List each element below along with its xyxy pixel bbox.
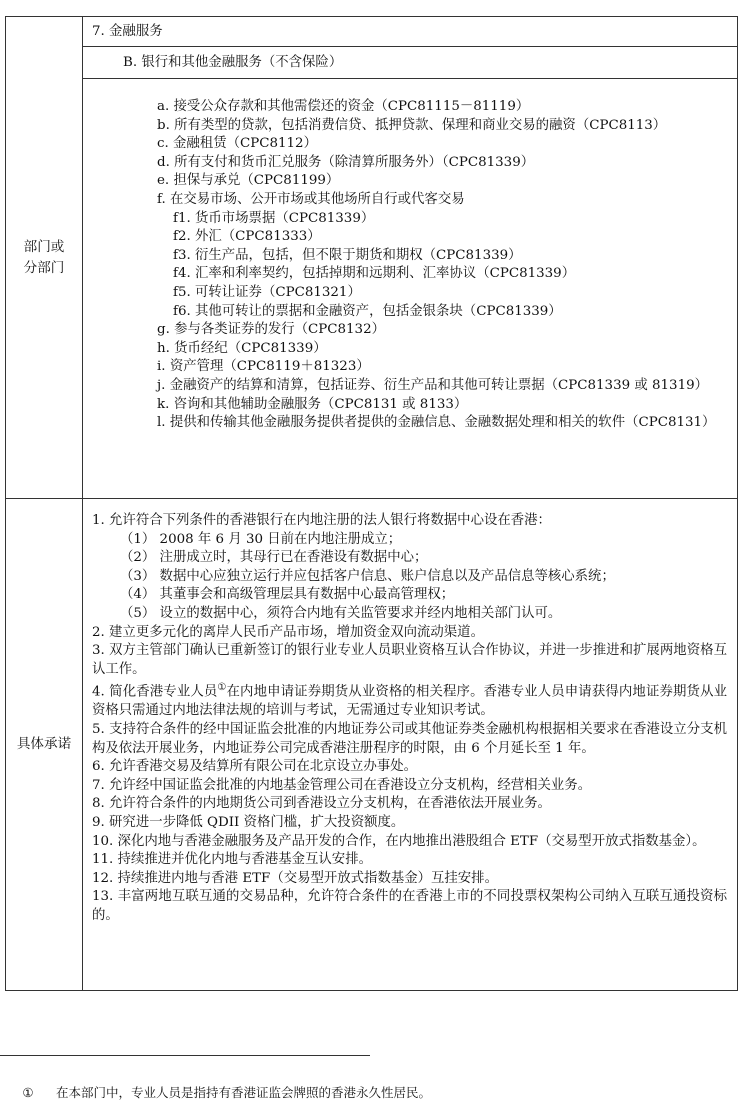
footnote-marker: ① xyxy=(22,1085,34,1100)
commitment-item: 2. 建立更多元化的离岸人民币产品市场，增加资金双向流动渠道。 xyxy=(92,624,484,640)
list-item: g. 参与各类证券的发行（CPC8132） xyxy=(157,322,385,338)
commitment-item: 1. 允许符合下列条件的香港银行在内地注册的法人银行将数据中心设在香港： xyxy=(92,513,551,528)
commitment-item: 12. 持续推进内地与香港 ETF（交易型开放式指数基金）互挂安排。 xyxy=(92,870,498,886)
commitment-item: 3. 双方主管部门确认已重新签订的银行业专业人员职业资格互认合作协议，并进一步推进和扩展两地资格互认工作。 xyxy=(92,643,727,677)
commitment-item: 10. 深化内地与香港金融服务及产品开发的合作，在内地推出港股组合 ETF（交易型开放式指数基金）。 xyxy=(92,833,706,849)
list-item: l. 提供和传输其他金融服务提供者提供的金融信息、金融数据处理和相关的软件（CPC8131） xyxy=(157,415,716,431)
commitment-sub-list xyxy=(92,531,727,624)
commitments-content xyxy=(83,499,737,990)
commitment-item: 8. 允许符合条件的内地期货公司到香港设立分支机构，在香港依法开展业务。 xyxy=(92,796,551,812)
footnote xyxy=(0,1083,431,1101)
list-item: f1. 货币市场票据（CPC81339） xyxy=(173,210,375,226)
list-item: j. 金融资产的结算和清算，包括证券、衍生产品和其他可转让票据（CPC81339 或 81319） xyxy=(157,377,709,393)
footnote-ref[interactable]: ① xyxy=(217,682,227,694)
subsection-title: B. 银行和其他金融服务（不含保险） xyxy=(123,55,343,70)
list-item: （5） 设立的数据中心，须符合内地有关监管要求并经内地相关部门认可。 xyxy=(120,605,562,621)
sector-label xyxy=(6,17,83,498)
list-item: f4. 汇率和利率契约，包括掉期和远期利、汇率协议（CPC81339） xyxy=(173,266,576,282)
commitments-label-text: 具体承诺 xyxy=(16,736,72,752)
list-item: b. 所有类型的贷款，包括消费信贷、抵押贷款、保理和商业交易的融资（CPC8113） xyxy=(157,117,667,133)
list-item: （1） 2008 年 6 月 30 日前在内地注册成立； xyxy=(120,531,402,547)
sector-row xyxy=(6,17,737,499)
list-item: f6. 其他可转让的票据和金融资产，包括金银条块（CPC81339） xyxy=(173,303,562,319)
section-header-1 xyxy=(83,17,737,47)
list-item: e. 担保与承兑（CPC81199） xyxy=(157,173,340,189)
list-item: i. 资产管理（CPC8119＋81323） xyxy=(157,359,370,375)
commitment-item: 11. 持续推进并优化内地与香港基金互认安排。 xyxy=(92,852,372,868)
sector-label-text: 部门或 分部门 xyxy=(23,238,65,276)
list-item: d. 所有支付和货币汇兑服务（除清算所服务外）（CPC81339） xyxy=(157,154,535,170)
commitments-row xyxy=(6,499,737,990)
list-item: f2. 外汇（CPC81333） xyxy=(173,229,321,245)
commitment-item: 4. 简化香港专业人员①在内地申请证券期货从业资格的相关程序。香港专业人员申请获得内地证券期货从业资格只需通过内地法律法规的培训与考试，无需通过专业知识考试。 xyxy=(92,682,727,719)
services-list xyxy=(83,79,737,498)
list-item: c. 金融租赁（CPC8112） xyxy=(157,136,317,152)
commitment-item: 13. 丰富两地互联互通的交易品种，允许符合条件的在香港上市的不同投票权架构公司纳入互联互通投资标的。 xyxy=(92,889,727,923)
commitment-item: 7. 允许经中国证监会批准的内地基金管理公司在香港设立分支机构，经营相关业务。 xyxy=(92,777,592,793)
section-title: 7. 金融服务 xyxy=(92,24,163,39)
sector-content xyxy=(83,17,737,498)
list-item: k. 咨询和其他辅助金融服务（CPC8131 或 8133） xyxy=(157,396,468,412)
list-item: a. 接受公众存款和其他需偿还的资金（CPC81115－81119） xyxy=(157,99,530,114)
commitment-item: 9. 研究进一步降低 QDII 资格门槛，扩大投资额度。 xyxy=(92,814,405,830)
list-item: f5. 可转让证券（CPC81321） xyxy=(173,284,361,300)
footnote-divider xyxy=(0,1055,370,1056)
list-item: f. 在交易市场、公开市场或其他场所自行或代客交易 xyxy=(157,191,465,207)
footnote-text: 在本部门中，专业人员是指持有香港证监会牌照的香港永久性居民。 xyxy=(56,1085,432,1100)
section-header-2 xyxy=(83,47,737,79)
list-item: f3. 衍生产品，包括，但不限于期货和期权（CPC81339） xyxy=(173,247,522,263)
list-item: （3） 数据中心应独立运行并应包括客户信息、账户信息以及产品信息等核心系统； xyxy=(120,568,615,584)
commitment-item: 6. 允许香港交易及结算所有限公司在北京设立办事处。 xyxy=(92,759,418,775)
list-item: （4） 其董事会和高级管理层具有数据中心最高管理权； xyxy=(120,587,455,603)
list-item: h. 货币经纪（CPC81339） xyxy=(157,340,327,356)
commitment-table xyxy=(5,16,738,991)
commitment-item: 5. 支持符合条件的经中国证监会批准的内地证券公司或其他证券类金融机构根据相关要求在香港设立分支机构及依法开展业务，内地证券公司完成香港注册程序的时限，由 6 个月延长至 1 年。 xyxy=(92,722,727,756)
list-item: （2） 注册成立时，其母行已在香港设有数据中心； xyxy=(120,550,428,566)
commitments-label xyxy=(6,499,83,990)
